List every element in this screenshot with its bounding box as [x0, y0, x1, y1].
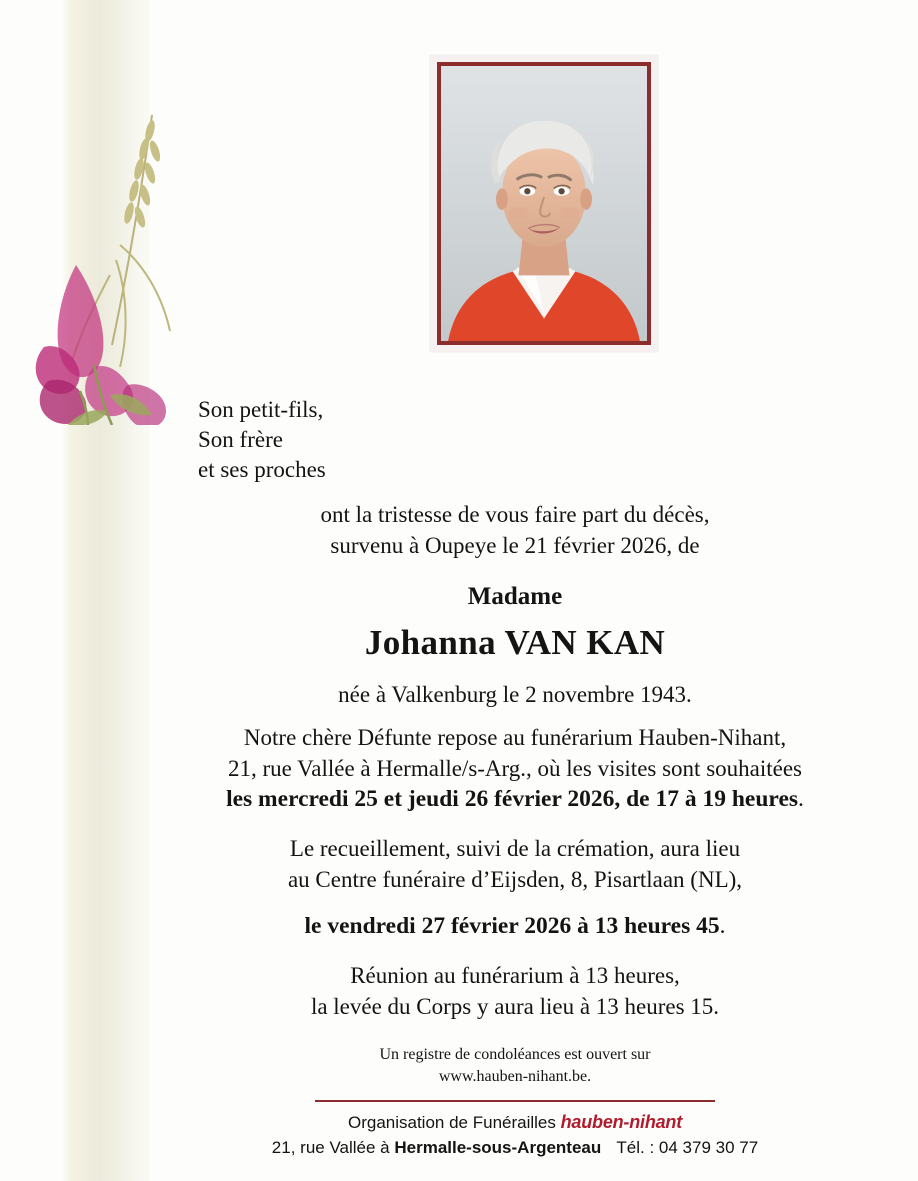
birth-line: née à Valkenburg le 2 novembre 1943. — [338, 682, 692, 707]
announcement-line-1: ont la tristesse de vous faire part du décès, — [320, 502, 710, 527]
announcement-line-2: survenu à Oupeye le 21 février 2026, de — [330, 533, 700, 558]
condolences-website[interactable]: www.hauben-nihant.be. — [438, 1068, 592, 1085]
portrait-photo-frame — [437, 62, 651, 345]
visit-times-period: . — [798, 786, 804, 812]
ceremony-lines — [150, 833, 880, 895]
ceremony-line-2: au Centre funéraire d’Eijsden, 8, Pisartlaan (NL), — [287, 867, 743, 892]
footer-organisation — [150, 1110, 880, 1135]
floral-illustration — [24, 95, 184, 425]
announcement-text — [150, 395, 880, 1160]
deceased-name: Johanna VAN KAN — [364, 623, 666, 662]
footer-brand: hauben-nihant — [560, 1112, 683, 1132]
ceremony-datetime-text: le vendredi 27 février 2026 à 13 heures 45 — [304, 913, 720, 939]
footer-address-prefix: 21, rue Vallée à — [271, 1138, 390, 1157]
ceremony-datetime-period: . — [719, 913, 726, 939]
condolences-line-1: Un registre de condoléances est ouvert sur — [379, 1046, 651, 1063]
footer — [150, 1110, 880, 1160]
repose-line-1: Notre chère Défunte repose au funérarium Hauben-Nihant, — [243, 725, 787, 750]
divider-rule — [315, 1100, 715, 1102]
visit-times-text: les mercredi 25 et jeudi 26 février 2026, de 17 à 19 heures — [226, 786, 799, 812]
footer-phone: Tél. : 04 379 30 77 — [616, 1138, 759, 1157]
honorific: Madame — [467, 583, 563, 610]
gathering-line-2: la levée du Corps y aura lieu à 13 heures 15. — [310, 994, 720, 1019]
announcement-lines — [150, 499, 880, 561]
gathering-line-1: Réunion au funérarium à 13 heures, — [350, 963, 680, 988]
footer-address-city: Hermalle-sous-Argenteau — [394, 1138, 602, 1157]
portrait-photo — [441, 66, 647, 341]
family-line-3: et ses proches — [198, 457, 326, 482]
ceremony-line-1: Le recueillement, suivi de la crémation, aura lieu — [289, 836, 741, 861]
condolences-note — [150, 1044, 880, 1088]
portrait-photo-container — [430, 55, 658, 352]
repose-lines — [150, 722, 880, 784]
ceremony-datetime — [150, 911, 880, 942]
repose-line-2: 21, rue Vallée à Hermalle/s-Arg., où les visites sont souhaitées — [227, 756, 803, 781]
family-lines — [198, 395, 880, 485]
footer-org-prefix: Organisation de Funérailles — [347, 1113, 556, 1132]
family-line-1: Son petit-fils, — [198, 397, 324, 422]
footer-address — [150, 1135, 880, 1160]
visit-times — [150, 784, 880, 815]
gathering-lines — [150, 960, 880, 1022]
family-line-2: Son frère — [198, 427, 283, 452]
